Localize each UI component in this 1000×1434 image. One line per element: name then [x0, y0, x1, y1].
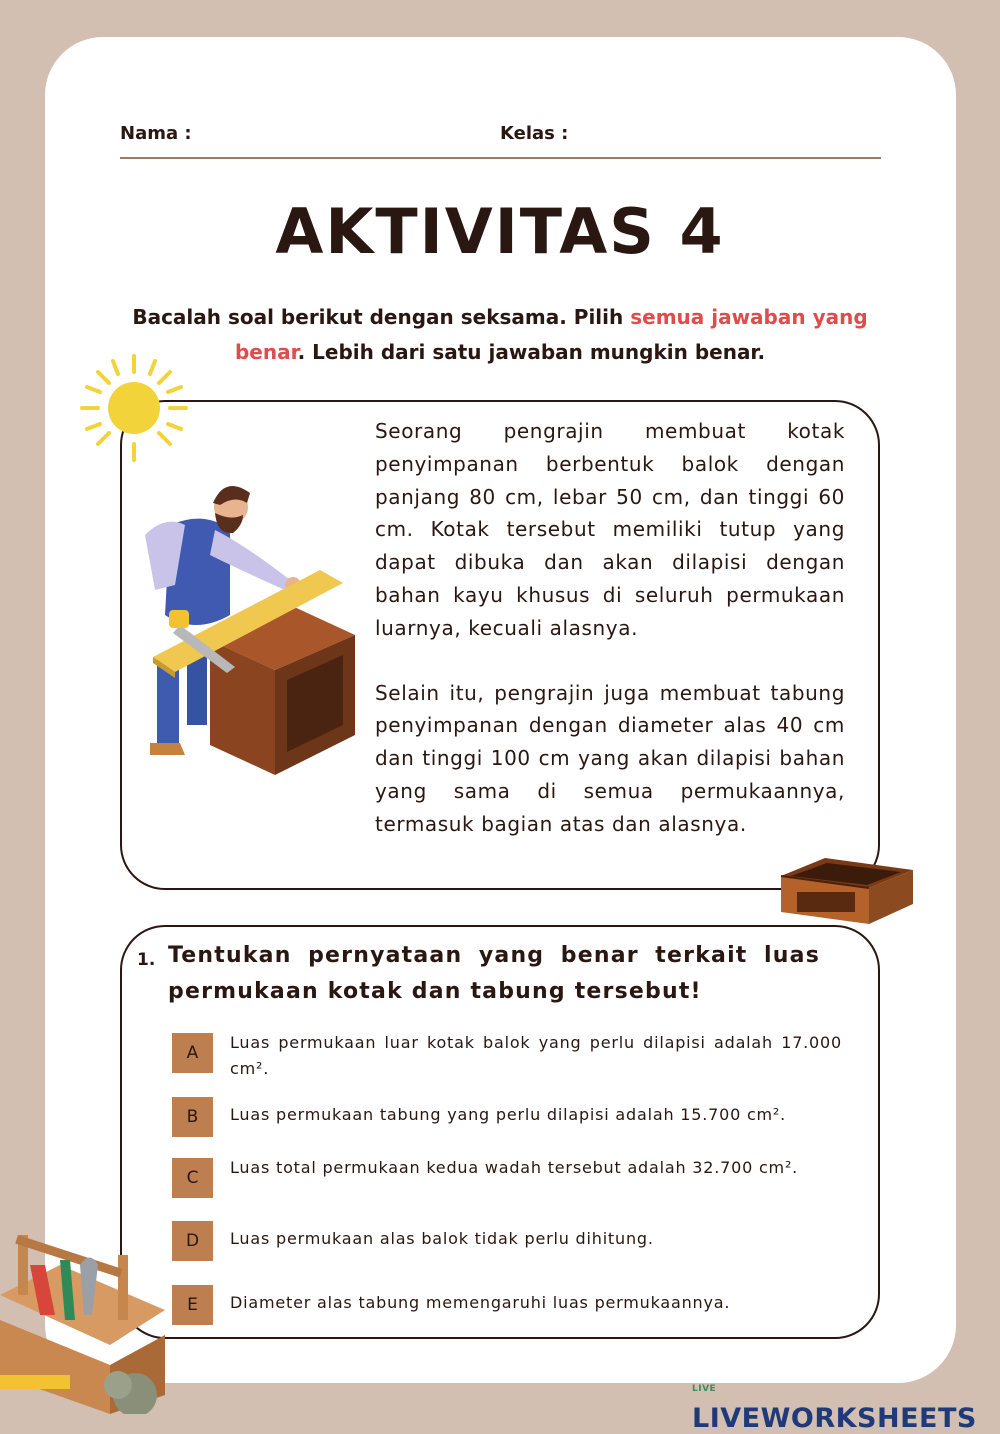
toolbox-illustration: [0, 1225, 180, 1414]
option-e-text[interactable]: Diameter alas tabung memengaruhi luas permukaannya.: [230, 1293, 731, 1312]
header-divider: [120, 157, 881, 159]
option-b-button[interactable]: B: [172, 1097, 213, 1137]
logo-badge: LIVE: [692, 1383, 717, 1394]
story-paragraph-1: Seorang pengrajin membuat kotak penyimpanan berbentuk balok dengan panjang 80 cm, lebar 50 cm, dan tinggi 60 cm. Kotak tersebut memiliki tutup yang dapat dibuka dan akan dilapisi dengan bahan kayu khusus di seluruh permukaan luarnya, kecuali alasnya.: [375, 419, 845, 640]
option-d-button[interactable]: D: [172, 1221, 213, 1261]
carpenter-illustration: [135, 475, 360, 780]
option-b-text[interactable]: Luas permukaan tabung yang perlu dilapisi adalah 15.700 cm².: [230, 1105, 787, 1124]
story-text: [375, 415, 845, 873]
nama-label: Nama :: [120, 123, 192, 144]
instruction-highlight: semua jawaban yang benar: [234, 305, 868, 364]
question-number: 1.: [137, 950, 156, 970]
sun-icon: [78, 352, 190, 464]
liveworksheets-logo: [692, 1372, 1000, 1434]
brand-name: LIVEWORKSHEETS: [692, 1403, 977, 1434]
story-paragraph-2: Selain itu, pengrajin juga membuat tabung penyimpanan dengan diameter alas 40 cm dan tinggi 100 cm yang akan dilapisi bahan yang sama di semua permukaannya, termasuk bagian atas dan alasnya.: [375, 680, 845, 836]
option-a-button[interactable]: A: [172, 1033, 213, 1073]
kelas-label: Kelas :: [500, 123, 569, 144]
wooden-drawer-illustration: [777, 854, 917, 928]
option-c-text[interactable]: Luas total permukaan kedua wadah tersebut adalah 32.700 cm².: [230, 1158, 799, 1177]
question-text: Tentukan pernyataan yang benar terkait luas permukaan kotak dan tabung tersebut!: [168, 943, 820, 1004]
option-e-button[interactable]: E: [172, 1285, 213, 1325]
option-a-text[interactable]: Luas permukaan luar kotak balok yang perlu dilapisi adalah 17.000 cm².: [230, 1033, 842, 1078]
instruction-text: Bacalah soal berikut dengan seksama. Pilih semua jawaban yang benar. Lebih dari satu jawaban mungkin benar.: [132, 305, 868, 364]
option-c-button[interactable]: C: [172, 1158, 213, 1198]
page-title: AKTIVITAS 4: [275, 195, 725, 268]
option-d-text[interactable]: Luas permukaan alas balok tidak perlu dihitung.: [230, 1229, 654, 1248]
